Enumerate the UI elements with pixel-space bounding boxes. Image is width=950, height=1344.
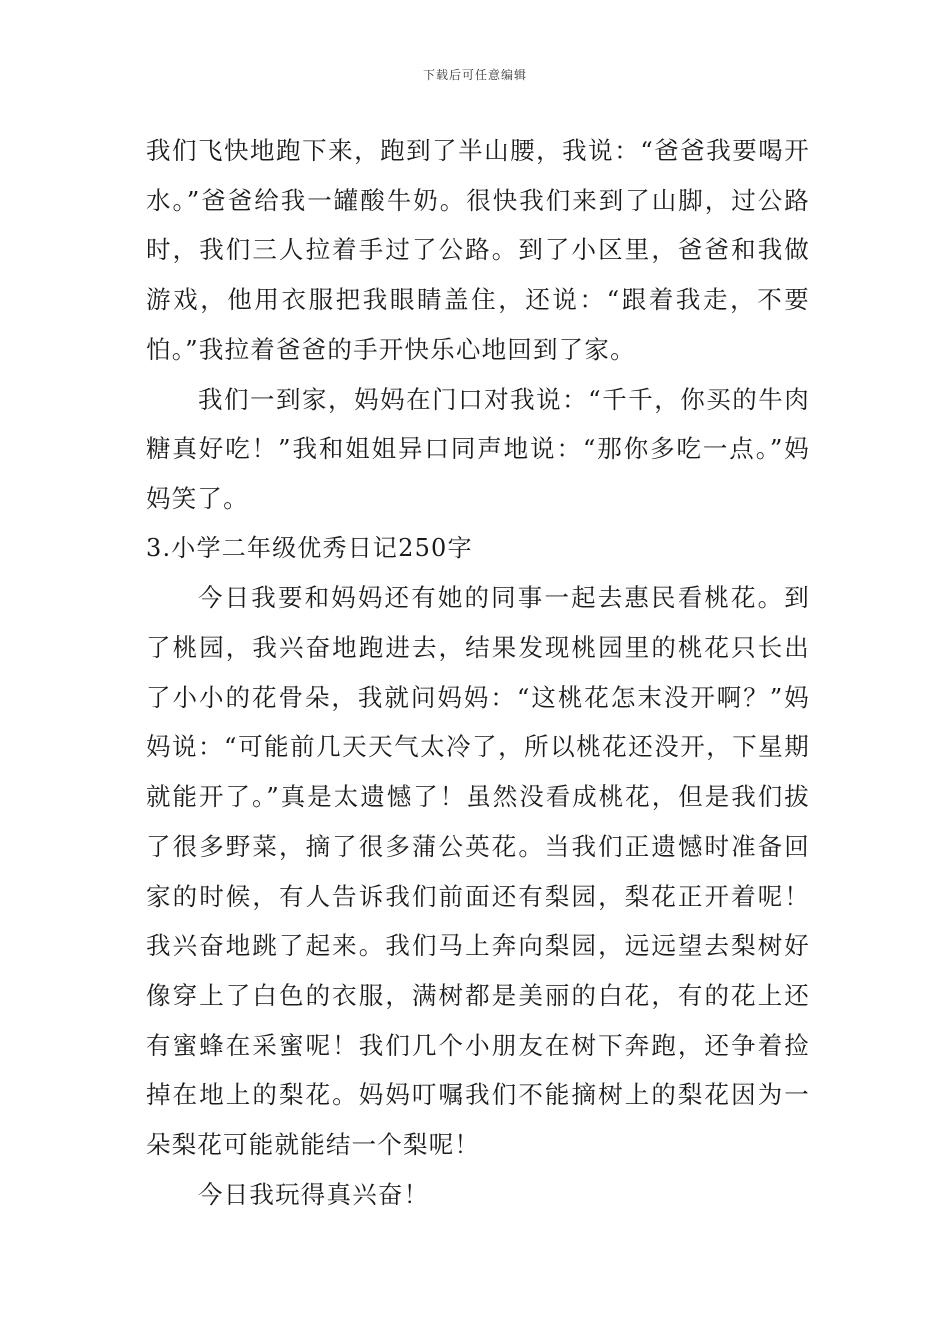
section-heading: 3.小学二年级优秀日记250字 [146, 533, 473, 562]
paragraph-continuation: 我们飞快地跑下来，跑到了半山腰，我说：“爸爸我要喝开水。”爸爸给我一罐酸牛奶。很快我们来到了山脚，过公路时，我们三人拉着手过了公路。到了小区里，爸爸和我做游戏，他用衣服把我眼睛盖住，还说：“跟着我走，不要怕。”我拉着爸爸的手开快乐心地回到了家。 [146, 136, 810, 364]
paragraph-conclusion: 今日我玩得真兴奋！ [198, 1179, 430, 1209]
page-header: 下载后可任意编辑 [422, 68, 527, 82]
paragraph-flower-trip: 今日我要和妈妈还有她的同事一起去惠民看桃花。到了桃园，我兴奋地跑进去，结果发现桃园里的桃花只长出了小小的花骨朵，我就问妈妈：“这桃花怎末没开啊？”妈妈说：“可能前几天天气太冷了，所以桃花还没开，下星期就能开了。”真是太遗憾了！虽然没看成桃花，但是我们拔了很多野菜，摘了很多蒲公英花。当我们正遗憾时准备回家的时候，有人告诉我们前面还有梨园，梨花正开着呢！我兴奋地跳了起来。我们马上奔向梨园，远远望去梨树好像穿上了白色的衣服，满树都是美丽的白花，有的花上还有蜜蜂在采蜜呢！我们几个小朋友在树下奔跑，还争着捡掉在地上的梨花。妈妈叮嘱我们不能摘树上的梨花因为一朵梨花可能就能结一个梨呢！ [146, 583, 810, 1160]
paragraph-arrival-home: 我们一到家，妈妈在门口对我说：“千千，你买的牛肉糖真好吃！”我和姐姐异口同声地说：“那你多吃一点。”妈妈笑了。 [146, 384, 810, 513]
document-body [146, 126, 810, 1219]
